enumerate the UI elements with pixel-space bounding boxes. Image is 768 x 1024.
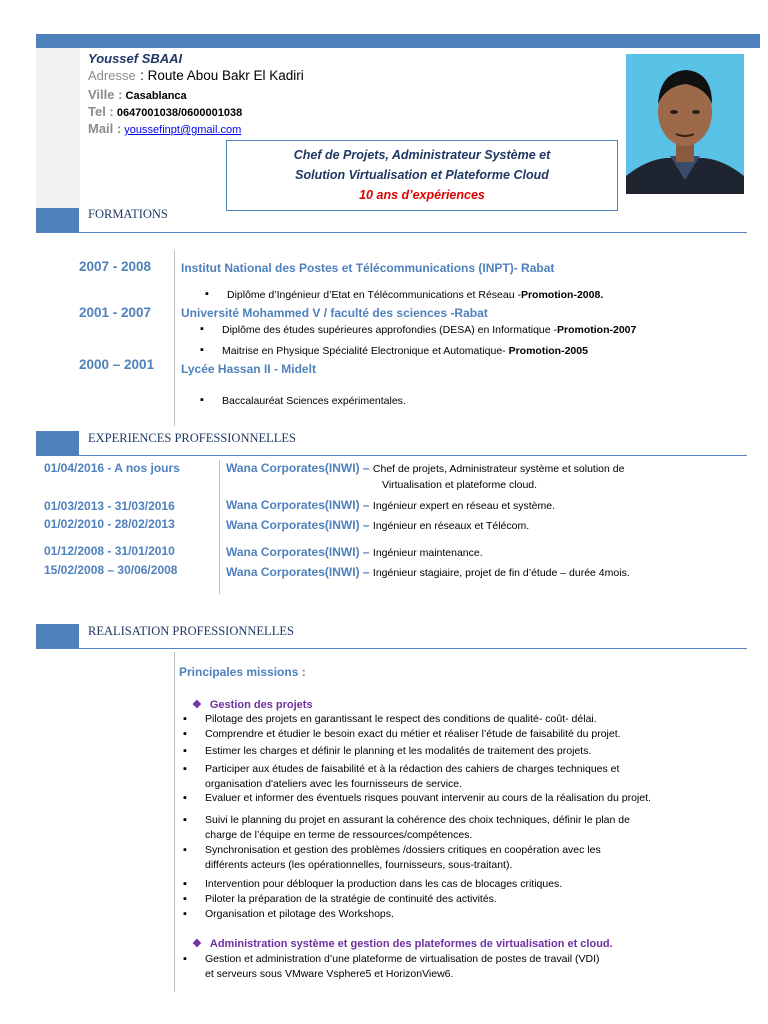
title-line-2: Solution Virtualisation et Plateforme Cloud xyxy=(295,168,549,182)
principal-missions: Principales missions : xyxy=(179,665,306,679)
candidate-name: Youssef SBAAI xyxy=(88,51,183,66)
mission-11-line-2: et serveurs sous VMware Vsphere5 et HorizonView6. xyxy=(205,968,454,980)
mail-link[interactable]: youssefinpt@gmail.com xyxy=(124,124,242,136)
formations-heading: FORMATIONS xyxy=(88,207,168,221)
address-line xyxy=(88,67,304,85)
formation-item-4 xyxy=(222,395,406,407)
exp-date-5: 15/02/2008 – 30/06/2008 xyxy=(44,563,178,577)
formation-item-4-text: Baccalauréat Sciences expérimentales. xyxy=(222,395,406,407)
mission-4-line-1: Participer aux études de faisabilité et à la rédaction des cahiers de charges techniques et xyxy=(205,763,620,775)
exp-role-3: Ingénieur en réseaux et Télécom. xyxy=(372,520,530,532)
mail-label: Mail : xyxy=(88,121,122,136)
formation-inst-3: Lycée Hassan II - Midelt xyxy=(181,362,316,376)
mission-10: ▪ Organisation et pilotage des Workshops. xyxy=(205,907,750,922)
category-gestion xyxy=(192,698,313,711)
diamond-icon-2: ❖ xyxy=(192,938,202,950)
experiences-rule xyxy=(79,455,747,456)
left-strip xyxy=(36,48,80,208)
formations-block xyxy=(36,208,79,233)
mission-5: ▪ Evaluer et informer des éventuels risques pouvant intervenir au cours de la réalisation du projet. xyxy=(205,791,750,806)
experiences-heading: EXPERIENCES PROFESSIONNELLES xyxy=(88,431,297,445)
exp-entry-4 xyxy=(226,545,483,559)
formation-item-3 xyxy=(222,345,588,357)
exp-company-5: Wana Corporates(INWI) xyxy=(226,565,360,579)
realisation-heading: REALISATION PROFESSIONNELLES xyxy=(88,624,294,638)
profile-photo xyxy=(626,54,744,194)
exp-company-3: Wana Corporates(INWI) xyxy=(226,518,360,532)
exp-company-2: Wana Corporates(INWI) xyxy=(226,498,360,512)
exp-dash-1: – xyxy=(359,461,373,475)
formation-item-3-bold: Promotion-2005 xyxy=(505,345,588,357)
address-value: Route Abou Bakr El Kadiri xyxy=(147,68,304,83)
mission-7-line-1: Synchronisation et gestion des problèmes /dossiers critiques en coopération avec les xyxy=(205,844,601,856)
mission-3: ▪ Estimer les charges et définir le planning et les modalités de traitement des projets. xyxy=(205,744,750,759)
city-line xyxy=(88,87,187,102)
mission-9: ▪ Piloter la préparation de la stratégie de continuité des activités. xyxy=(205,892,750,907)
title-box xyxy=(226,140,618,211)
exp-company-1: Wana Corporates(INWI) xyxy=(226,461,360,475)
tel-label: Tel : xyxy=(88,104,114,119)
mission-11-line-1: Gestion et administration d’une plateforme de virtualisation de postes de travail (VDI) xyxy=(205,953,600,965)
realisation-block xyxy=(36,624,79,649)
formation-year-3: 2000 – 2001 xyxy=(79,357,155,372)
exp-entry-3 xyxy=(226,518,529,532)
category-admin-label: Administration système et gestion des plateformes de virtualisation et cloud. xyxy=(209,938,613,950)
exp-role-2: Ingénieur expert en réseau et système. xyxy=(372,500,556,512)
city-label: Ville : xyxy=(88,87,123,102)
realisation-divider xyxy=(174,652,175,992)
diamond-icon: ❖ xyxy=(192,699,202,711)
address-label: Adresse xyxy=(88,68,136,83)
mission-7 xyxy=(205,843,750,873)
mission-7-line-2: différents acteurs (les opérationnelles, fournisseurs, sous-traitant). xyxy=(205,859,513,871)
title-line-1: Chef de Projets, Administrateur Système et xyxy=(293,148,551,162)
formation-item-3-text: Maitrise en Physique Spécialité Electronique et Automatique- xyxy=(222,345,506,357)
title-line-3: 10 ans d’expériences xyxy=(359,188,485,202)
category-gestion-label: Gestion des projets xyxy=(209,699,313,711)
mission-4-line-2: organisation d'ateliers avec les fournisseurs de service. xyxy=(205,778,463,790)
formation-inst-2: Université Mohammed V / faculté des sciences -Rabat xyxy=(181,306,488,320)
mission-8: ▪ Intervention pour débloquer la production dans les cas de blocages critiques. xyxy=(205,877,750,892)
formation-item-1-text: Diplôme d’Ingénieur d’Etat en Télécommunications et Réseau - xyxy=(227,289,521,301)
mail-line xyxy=(88,121,241,136)
exp-entry-2 xyxy=(226,498,555,512)
exp-role-5: Ingénieur stagiaire, projet de fin d’étude – durée 4mois. xyxy=(372,567,630,579)
mission-1: ▪ Pilotage des projets en garantissant le respect des conditions de qualité- coût- délai. xyxy=(205,712,750,727)
exp-date-2: 01/03/2013 - 31/03/2016 xyxy=(44,499,175,513)
mission-4 xyxy=(205,762,750,792)
exp-dash-3: – xyxy=(359,518,373,532)
formation-item-1-bold: Promotion-2008. xyxy=(520,289,604,301)
exp-role-1: Chef de projets, Administrateur système et solution de xyxy=(372,463,625,475)
mission-2: ▪ Comprendre et étudier le besoin exact du métier et réaliser l’étude de faisabilité du projet. xyxy=(205,727,750,742)
address-sep: : xyxy=(140,68,148,83)
exp-entry-1 xyxy=(226,461,624,475)
formation-item-2 xyxy=(222,324,636,336)
formation-item-2-text: Diplôme des études supérieures approfondies (DESA) en Informatique - xyxy=(222,324,558,336)
mission-6-line-1: Suivi le planning du projet en assurant la cohérence des choix techniques, définir le plan de xyxy=(205,814,630,826)
exp-role-4: Ingénieur maintenance. xyxy=(372,547,483,559)
exp-date-3: 01/02/2010 - 28/02/2013 xyxy=(44,517,175,531)
mission-6-line-2: charge de l’équipe en terme de ressources/compétences. xyxy=(205,829,473,841)
tel-line xyxy=(88,104,242,119)
realisation-rule xyxy=(79,648,747,649)
exp-role-1-cont: Virtualisation et plateforme cloud. xyxy=(382,479,538,491)
formation-inst-1: Institut National des Postes et Télécommunications (INPT)- Rabat xyxy=(181,261,555,275)
formation-item-1 xyxy=(227,289,603,301)
formations-rule xyxy=(79,232,747,233)
tel-value: 0647001038/0600001038 xyxy=(116,107,243,119)
exp-dash-4: – xyxy=(359,545,373,559)
city-value: Casablanca xyxy=(125,90,187,102)
formation-item-2-bold: Promotion-2007 xyxy=(557,324,637,336)
experiences-block xyxy=(36,431,79,456)
mission-11 xyxy=(205,952,750,982)
top-bar xyxy=(36,34,760,48)
formation-year-1: 2007 - 2008 xyxy=(79,259,152,274)
exp-company-4: Wana Corporates(INWI) xyxy=(226,545,360,559)
category-admin xyxy=(192,937,613,950)
formation-year-2: 2001 - 2007 xyxy=(79,305,152,320)
mission-6 xyxy=(205,813,750,843)
exp-entry-5 xyxy=(226,565,630,579)
exp-dash-5: – xyxy=(359,565,373,579)
formations-divider xyxy=(174,250,175,426)
exp-dash-2: – xyxy=(359,498,373,512)
exp-date-4: 01/12/2008 - 31/01/2010 xyxy=(44,544,175,558)
exp-date-1: 01/04/2016 - A nos jours xyxy=(44,461,180,475)
experiences-divider xyxy=(219,460,220,594)
